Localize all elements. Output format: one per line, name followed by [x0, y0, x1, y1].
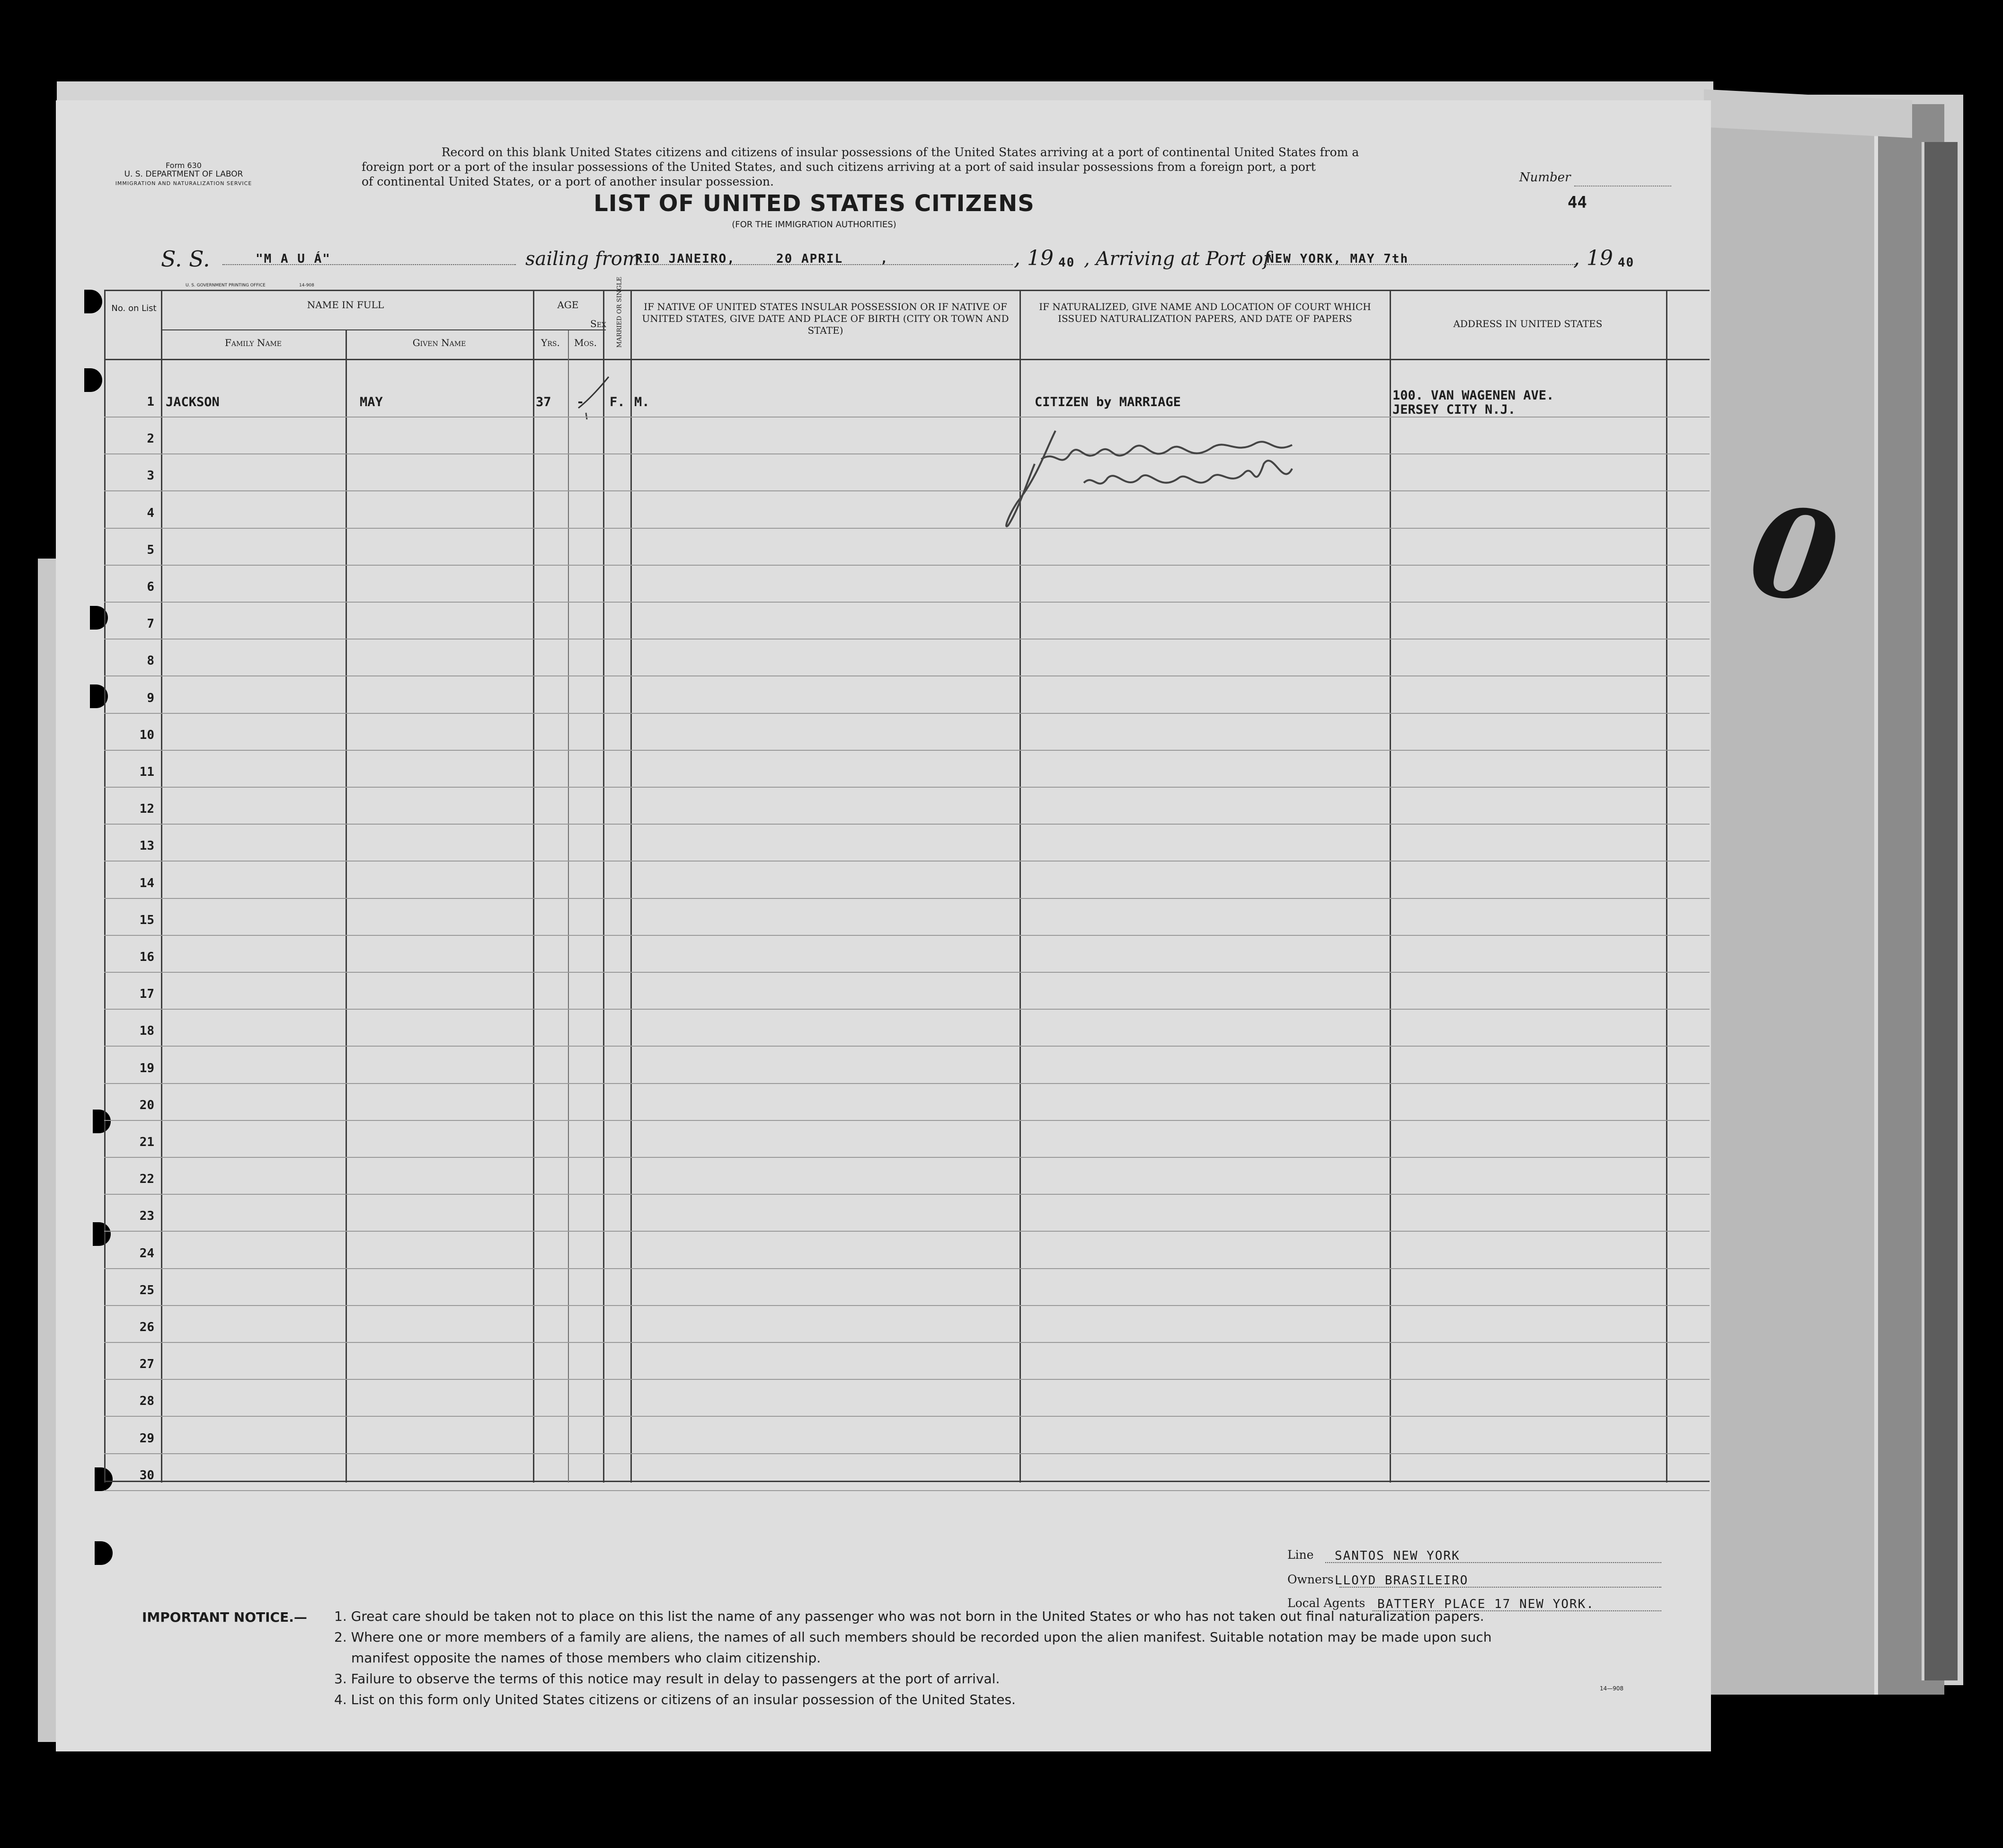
row-number: 15: [139, 913, 154, 927]
header-address: ADDRESS IN UNITED STATES: [1453, 318, 1603, 329]
column-rule: [630, 290, 632, 1483]
footer-code: 14—908: [1600, 1685, 1624, 1692]
row-rule: [104, 1342, 1710, 1343]
header-naturalization: IF NATURALIZED, GIVE NAME AND LOCATION OF COURT WHICH ISSUED NATURALIZATION PAPERS, AND DATE OF PAPERS: [1039, 301, 1371, 324]
row-rule: [104, 787, 1710, 788]
row-rule: [104, 1268, 1710, 1269]
printer-note: U. S. GOVERNMENT PRINTING OFFICE: [186, 283, 266, 288]
header-given-name: Given Name: [412, 337, 466, 348]
row-rule: [104, 824, 1710, 825]
line-value: SANTOS NEW YORK: [1335, 1549, 1460, 1563]
row-rule: [104, 1231, 1710, 1232]
row-rule: [104, 1120, 1710, 1121]
row-rule: [104, 1157, 1710, 1158]
row-rule: [104, 1305, 1710, 1306]
header-native-birth: IF NATIVE OF UNITED STATES INSULAR POSSESSION OR IF NATIVE OF UNITED STATES, GIVE DATE AND PLACE OF BIRTH (CITY OR TOWN AND STATE): [642, 301, 1009, 336]
record-line: of continental United States, or a port of another insular possession.: [362, 175, 774, 188]
row-number: 30: [139, 1468, 154, 1483]
row-rule: [104, 1194, 1710, 1195]
table-bottom-rule: [104, 1481, 1710, 1482]
form-number: Form 630: [166, 161, 202, 170]
row-number: 17: [139, 987, 154, 1002]
row-number: 26: [139, 1320, 154, 1334]
column-rule: [1666, 290, 1667, 1483]
row-number: 28: [139, 1394, 154, 1409]
ss-label: S. S.: [161, 246, 210, 272]
row-rule: [104, 1083, 1710, 1084]
row-number: 2: [147, 432, 154, 446]
entry-sex: F.: [610, 395, 625, 409]
row-rule: [104, 528, 1710, 529]
arrival-year: 40: [1618, 256, 1635, 270]
row-number: 9: [147, 691, 154, 705]
header-age: AGE: [557, 299, 579, 311]
row-number: 5: [147, 542, 154, 557]
row-number: 24: [139, 1246, 154, 1261]
row-number: 27: [139, 1357, 154, 1372]
entry-age-yrs: 37: [536, 395, 551, 409]
column-rule: [104, 290, 106, 1483]
row-number: 20: [139, 1098, 154, 1112]
header-married-or-single: MARRIED OR SINGLE: [616, 276, 623, 348]
row-rule: [104, 972, 1710, 973]
entry-family-name: JACKSON: [166, 395, 220, 409]
page-subtitle: (FOR THE IMMIGRATION AUTHORITIES): [732, 220, 896, 230]
record-line: foreign port or a port of the insular possessions of the United States, and such citizens arriving at a port of said insular possessions from a foreign port, a port: [362, 160, 1316, 174]
number-label: Number: [1519, 170, 1571, 185]
row-number: 14: [139, 876, 154, 890]
row-rule: [104, 1490, 1710, 1491]
row-rule: [104, 565, 1710, 566]
row-number: 12: [139, 802, 154, 817]
record-line: Record on this blank United States citizens and citizens of insular possessions of the United States arriving at a port of continental United States from a: [441, 145, 1359, 159]
row-rule: [104, 675, 1710, 676]
line-label: Line: [1287, 1548, 1314, 1562]
arrival-port-date: NEW YORK, MAY 7th: [1267, 252, 1409, 266]
owners-label: Owners: [1287, 1573, 1334, 1586]
column-rule: [161, 290, 162, 1483]
check-tick: [577, 374, 615, 421]
row-rule: [104, 602, 1710, 603]
agents-value: BATTERY PLACE 17 NEW YORK.: [1377, 1597, 1595, 1611]
entry-given-name: MAY: [360, 395, 383, 409]
agents-label: Local Agents: [1287, 1596, 1365, 1610]
form-identifier: [94, 161, 274, 188]
row-number: 13: [139, 839, 154, 853]
row-number: 16: [139, 950, 154, 964]
header-family-name: Family Name: [224, 337, 282, 348]
row-rule: [104, 417, 1710, 418]
header-age-yrs: Yrs.: [541, 337, 560, 348]
column-rule: [1390, 290, 1391, 1483]
entry-address-line1: 100. VAN WAGENEN AVE.: [1392, 388, 1554, 403]
department-name: U. S. DEPARTMENT OF LABOR: [124, 169, 243, 179]
list-number: 44: [1568, 193, 1587, 212]
departure-port: RIO JANEIRO,: [635, 252, 736, 266]
header-name-in-full: NAME IN FULL: [307, 299, 384, 311]
row-rule: [104, 861, 1710, 862]
page-title: LIST OF UNITED STATES CITIZENS: [594, 190, 1035, 217]
header-age-mos: Mos.: [574, 337, 597, 348]
handwritten-side-mark: 0: [1741, 477, 1847, 633]
notice-item-2-cont: manifest opposite the names of those members who claim citizenship.: [351, 1650, 821, 1666]
row-number: 25: [139, 1283, 154, 1297]
row-rule: [104, 490, 1710, 491]
row-number: 3: [147, 469, 154, 483]
row-number: 1: [147, 395, 154, 409]
row-number: 22: [139, 1172, 154, 1187]
departure-year: 40: [1058, 256, 1075, 270]
column-rule: [346, 329, 347, 1483]
row-number: 19: [139, 1061, 154, 1075]
departure-date: 20 APRIL: [776, 252, 843, 266]
header-no-on-list: No. on List: [111, 303, 157, 313]
row-number: 10: [139, 728, 154, 742]
row-number: 7: [147, 617, 154, 631]
printer-code: 14-908: [299, 283, 314, 288]
ship-name: "M A U Á": [256, 252, 331, 266]
entry-marital-status: M.: [634, 395, 650, 409]
row-rule: [104, 1416, 1710, 1417]
record-instructions: [362, 145, 1433, 189]
entry-address-line2: JERSEY CITY N.J.: [1392, 402, 1516, 417]
entry-age-mos: -: [576, 395, 585, 409]
column-rule: [603, 290, 604, 1483]
row-rule: [104, 1009, 1710, 1010]
row-number: 23: [139, 1209, 154, 1224]
year-label: , 19: [1014, 246, 1054, 270]
row-number: 8: [147, 654, 154, 668]
arriving-label: , Arriving at Port of: [1084, 248, 1270, 270]
row-rule: [104, 750, 1710, 751]
row-rule: [104, 1379, 1710, 1380]
sailing-label: sailing from: [525, 248, 640, 270]
row-number: 6: [147, 580, 154, 594]
header-sex: Sex: [590, 318, 606, 329]
column-rule: [533, 290, 534, 1483]
row-rule: [104, 639, 1710, 640]
row-rule: [104, 1046, 1710, 1047]
row-number: 18: [139, 1024, 154, 1039]
column-rule: [568, 329, 569, 1483]
row-rule: [104, 453, 1710, 454]
notice-item-4: 4. List on this form only United States citizens or citizens of an insular possession of the United States.: [334, 1692, 1016, 1707]
row-number: 11: [139, 765, 154, 779]
table-header-rule: [104, 359, 1710, 360]
paper-stack-layer: [1922, 142, 1958, 1680]
date-comma: ,: [880, 252, 889, 266]
owners-value: LLOYD BRASILEIRO: [1335, 1573, 1469, 1588]
name-group-rule: [161, 329, 606, 330]
row-number: 21: [139, 1135, 154, 1149]
notice-item-3: 3. Failure to observe the terms of this notice may result in delay to passengers at the port of arrival.: [334, 1671, 1000, 1687]
table-top-rule: [104, 290, 1710, 291]
entry-naturalization: CITIZEN by MARRIAGE: [1035, 395, 1181, 409]
row-rule: [104, 935, 1710, 936]
row-number: 4: [147, 506, 154, 520]
row-rule: [104, 713, 1710, 714]
notice-item-1: 1. Great care should be taken not to place on this list the name of any passenger who was not born in the United States or who has not taken out final naturalization papers.: [334, 1608, 1484, 1624]
year-label-2: , 19: [1573, 246, 1613, 270]
notice-title: IMPORTANT NOTICE.—: [142, 1609, 307, 1625]
service-name: IMMIGRATION AND NATURALIZATION SERVICE: [115, 180, 252, 187]
row-rule: [104, 898, 1710, 899]
row-rule: [104, 1453, 1710, 1454]
notice-item-2: 2. Where one or more members of a family are aliens, the names of all such members should be recorded upon the alien manifest. Suitable notation may be made upon such: [334, 1629, 1492, 1645]
underlying-page-edge: [57, 81, 1713, 100]
row-number: 29: [139, 1431, 154, 1446]
number-underline: [1574, 186, 1671, 187]
inspector-signature: [989, 421, 1349, 544]
